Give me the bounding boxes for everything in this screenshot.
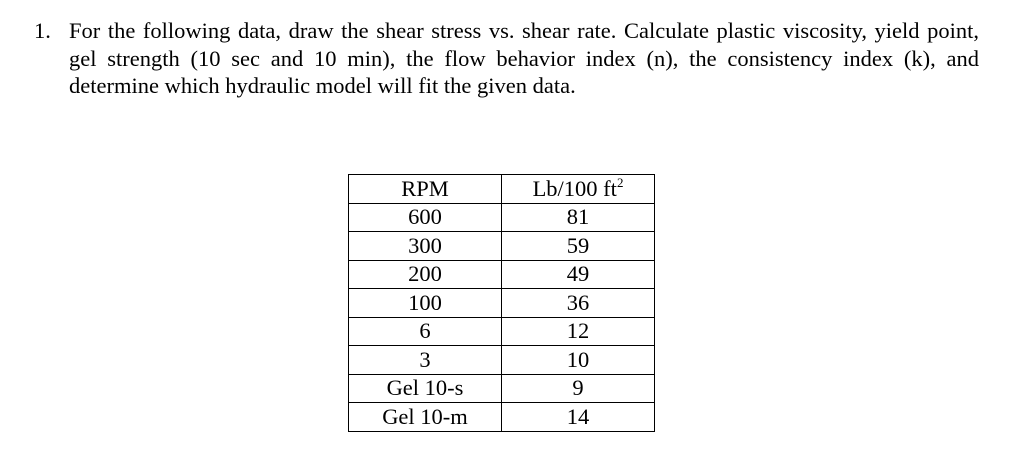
rpm-cell: 200 — [349, 260, 502, 289]
table-row — [349, 374, 655, 403]
rpm-cell: Gel 10-s — [349, 374, 502, 403]
question-text: For the following data, draw the shear stress vs. shear rate. Calculate plastic viscosity, yield point, gel strength (10 sec and 10 min), the flow behavior index (n), the consistency index (k), and determine which hydraulic model will fit the given data. — [69, 18, 979, 98]
table-row — [349, 289, 655, 318]
table-header-row — [349, 175, 655, 204]
rpm-cell: 6 — [349, 317, 502, 346]
table-row — [349, 260, 655, 289]
rpm-cell: 300 — [349, 232, 502, 261]
rpm-cell: 3 — [349, 346, 502, 375]
value-cell: 49 — [502, 260, 655, 289]
value-cell: 81 — [502, 203, 655, 232]
header-shear-stress-unit — [502, 175, 655, 204]
rheology-data-table — [348, 174, 655, 432]
rpm-cell: 600 — [349, 203, 502, 232]
header-unit-exponent: 2 — [616, 174, 624, 190]
rpm-cell: 100 — [349, 289, 502, 318]
table-row — [349, 317, 655, 346]
value-cell: 10 — [502, 346, 655, 375]
table-row — [349, 346, 655, 375]
header-rpm: RPM — [349, 175, 502, 204]
table-row — [349, 203, 655, 232]
value-cell: 12 — [502, 317, 655, 346]
value-cell: 9 — [502, 374, 655, 403]
rpm-cell: Gel 10-m — [349, 403, 502, 432]
value-cell: 59 — [502, 232, 655, 261]
header-unit-base: Lb/100 ft — [532, 175, 617, 201]
value-cell: 14 — [502, 403, 655, 432]
value-cell: 36 — [502, 289, 655, 318]
table-row — [349, 403, 655, 432]
question-number: 1. — [34, 18, 51, 43]
question-block — [34, 17, 979, 100]
table-row — [349, 232, 655, 261]
